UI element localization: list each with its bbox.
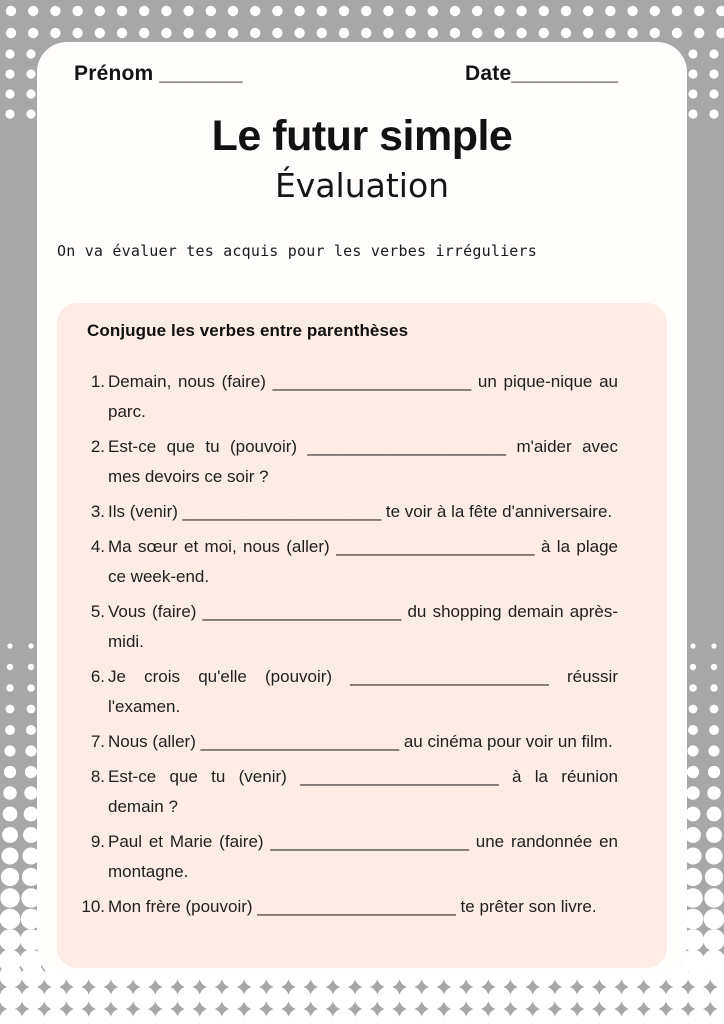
item-text: Ma sœur et moi, nous (aller) _____________________ à la plage ce week-end. — [108, 537, 618, 586]
item-number: 1. — [90, 372, 105, 391]
item-number: 3. — [90, 502, 105, 521]
exercise-list — [79, 367, 667, 922]
item-text: Mon frère (pouvoir) _____________________ te prêter son livre. — [108, 897, 597, 916]
exercise-item — [79, 532, 667, 592]
item-number: 4. — [90, 537, 105, 556]
exercise-item — [79, 762, 667, 822]
item-number: 5. — [90, 602, 105, 621]
intro-text: On va évaluer tes acquis pour les verbes irréguliers — [57, 242, 537, 260]
exercise-item — [79, 727, 667, 757]
item-number: 6. — [90, 667, 105, 686]
exercise-item — [79, 892, 667, 922]
prenom-line: Prénom _______ — [74, 62, 243, 85]
item-text: Je crois qu'elle (pouvoir) _____________________ réussir l'examen. — [108, 667, 618, 716]
item-number: 9. — [90, 832, 105, 851]
item-text: Nous (aller) _____________________ au cinéma pour voir un film. — [108, 732, 613, 751]
exercise-item — [79, 367, 667, 427]
item-text: Paul et Marie (faire) _____________________ une randonnée en montagne. — [108, 832, 618, 881]
item-number: 2. — [90, 437, 105, 456]
item-text: Ils (venir) _____________________ te voir à la fête d'anniversaire. — [108, 502, 613, 521]
item-text: Est-ce que tu (venir) _____________________ à la réunion demain ? — [108, 767, 618, 816]
exercise-item — [79, 497, 667, 527]
item-text: Est-ce que tu (pouvoir) _____________________ m'aider avec mes devoirs ce soir ? — [108, 437, 618, 486]
item-number: 8. — [90, 767, 105, 786]
item-text: Demain, nous (faire) _____________________ un pique-nique au parc. — [108, 372, 618, 421]
item-number: 10. — [81, 897, 105, 916]
item-text: Vous (faire) _____________________ du shopping demain après-midi. — [108, 602, 618, 651]
exercise-box — [57, 303, 667, 968]
date-line: Date_________ — [465, 62, 619, 85]
exercise-instruction: Conjugue les verbes entre parenthèses — [87, 321, 409, 340]
exercise-item — [79, 597, 667, 657]
exercise-item — [79, 432, 667, 492]
worksheet-card — [37, 42, 687, 975]
exercise-item — [79, 662, 667, 722]
exercise-item — [79, 827, 667, 887]
item-number: 7. — [90, 732, 105, 751]
worksheet-title: Le futur simple — [211, 112, 513, 160]
worksheet-subtitle: Évaluation — [274, 166, 450, 205]
